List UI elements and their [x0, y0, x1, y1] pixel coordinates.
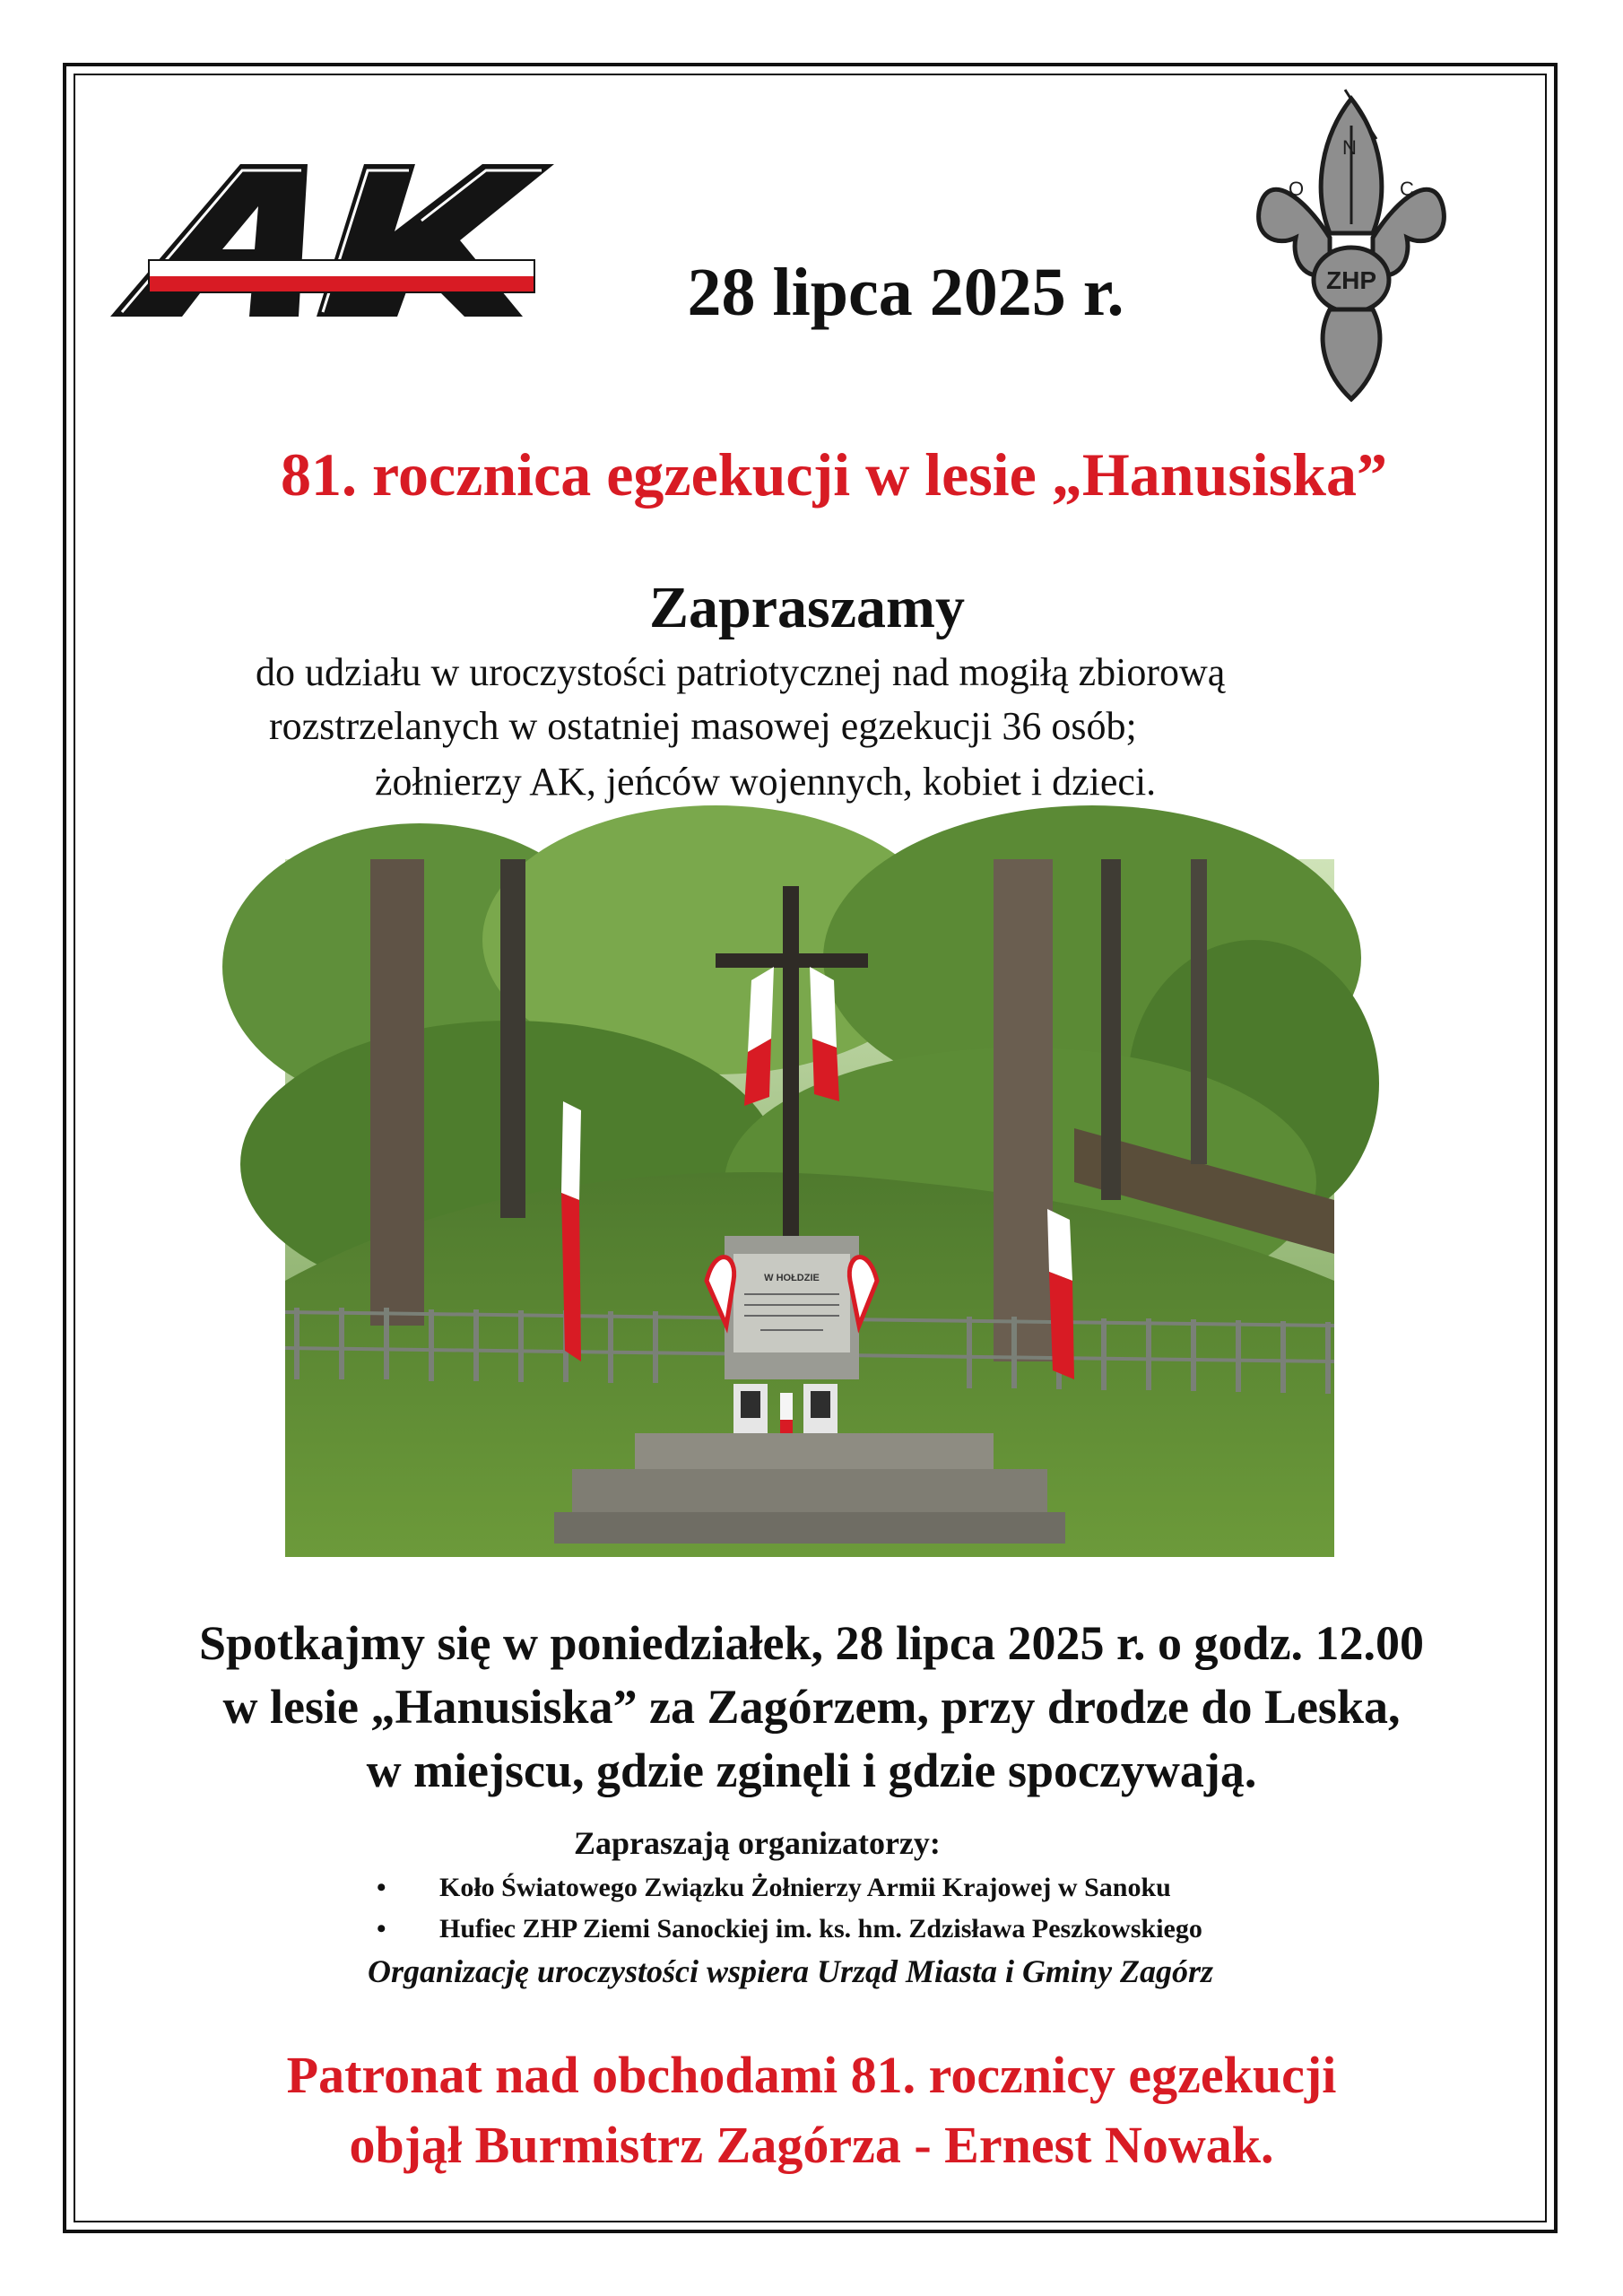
zhp-letter-o: O	[1289, 178, 1305, 200]
invite-line: żołnierzy AK, jeńców wojennych, kobiet i dzieci.	[375, 760, 1157, 804]
meeting-line: w lesie „Hanusiska” za Zagórzem, przy drodze do Leska,	[222, 1680, 1401, 1734]
event-date: 28 lipca 2025 r.	[687, 255, 1124, 330]
bullet-icon: •	[377, 1914, 386, 1944]
ak-logo-text: AK	[97, 135, 110, 144]
zhp-lily-logo	[1242, 90, 1462, 408]
organizer-name: Hufiec ZHP Ziemi Sanockiej im. ks. hm. Zdzisława Peszkowskiego	[439, 1914, 1202, 1944]
organizer-name: Koło Światowego Związku Żołnierzy Armii Krajowej w Sanoku	[439, 1873, 1171, 1902]
bullet-icon: •	[377, 1873, 386, 1902]
plaque-title: W HOŁDZIE	[764, 1273, 820, 1283]
zhp-letter-c: C	[1400, 178, 1414, 200]
meeting-line: w miejscu, gdzie zginęli i gdzie spoczywają.	[366, 1744, 1257, 1797]
memorial-photo	[285, 859, 1334, 1557]
organizer-item	[377, 1916, 1202, 1943]
headline: 81. rocznica egzekucji w lesie „Hanusiska”	[281, 440, 1387, 509]
patronage-line: Patronat nad obchodami 81. rocznicy egzekucji	[286, 2046, 1337, 2104]
organizers-title: Zapraszają organizatorzy:	[574, 1825, 941, 1861]
invite-line: rozstrzelanych w ostatniej masowej egzekucji 36 osób;	[269, 704, 1137, 748]
patronage-line: objął Burmistrz Zagórza - Ernest Nowak.	[349, 2116, 1274, 2174]
zhp-logo-text: ZHP	[1326, 266, 1376, 294]
invite-title: Zapraszamy	[649, 575, 965, 640]
ak-logo	[97, 135, 581, 330]
support-note: Organizację uroczystości wspiera Urząd Miasta i Gminy Zagórz	[368, 1953, 1214, 1989]
zhp-letter-n: N	[1342, 136, 1357, 159]
invite-line: do udziału w uroczystości patriotycznej nad mogiłą zbiorową	[256, 650, 1226, 694]
meeting-line: Spotkajmy się w poniedziałek, 28 lipca 2025 r. o godz. 12.00	[198, 1616, 1425, 1670]
organizer-item	[377, 1874, 1171, 1901]
